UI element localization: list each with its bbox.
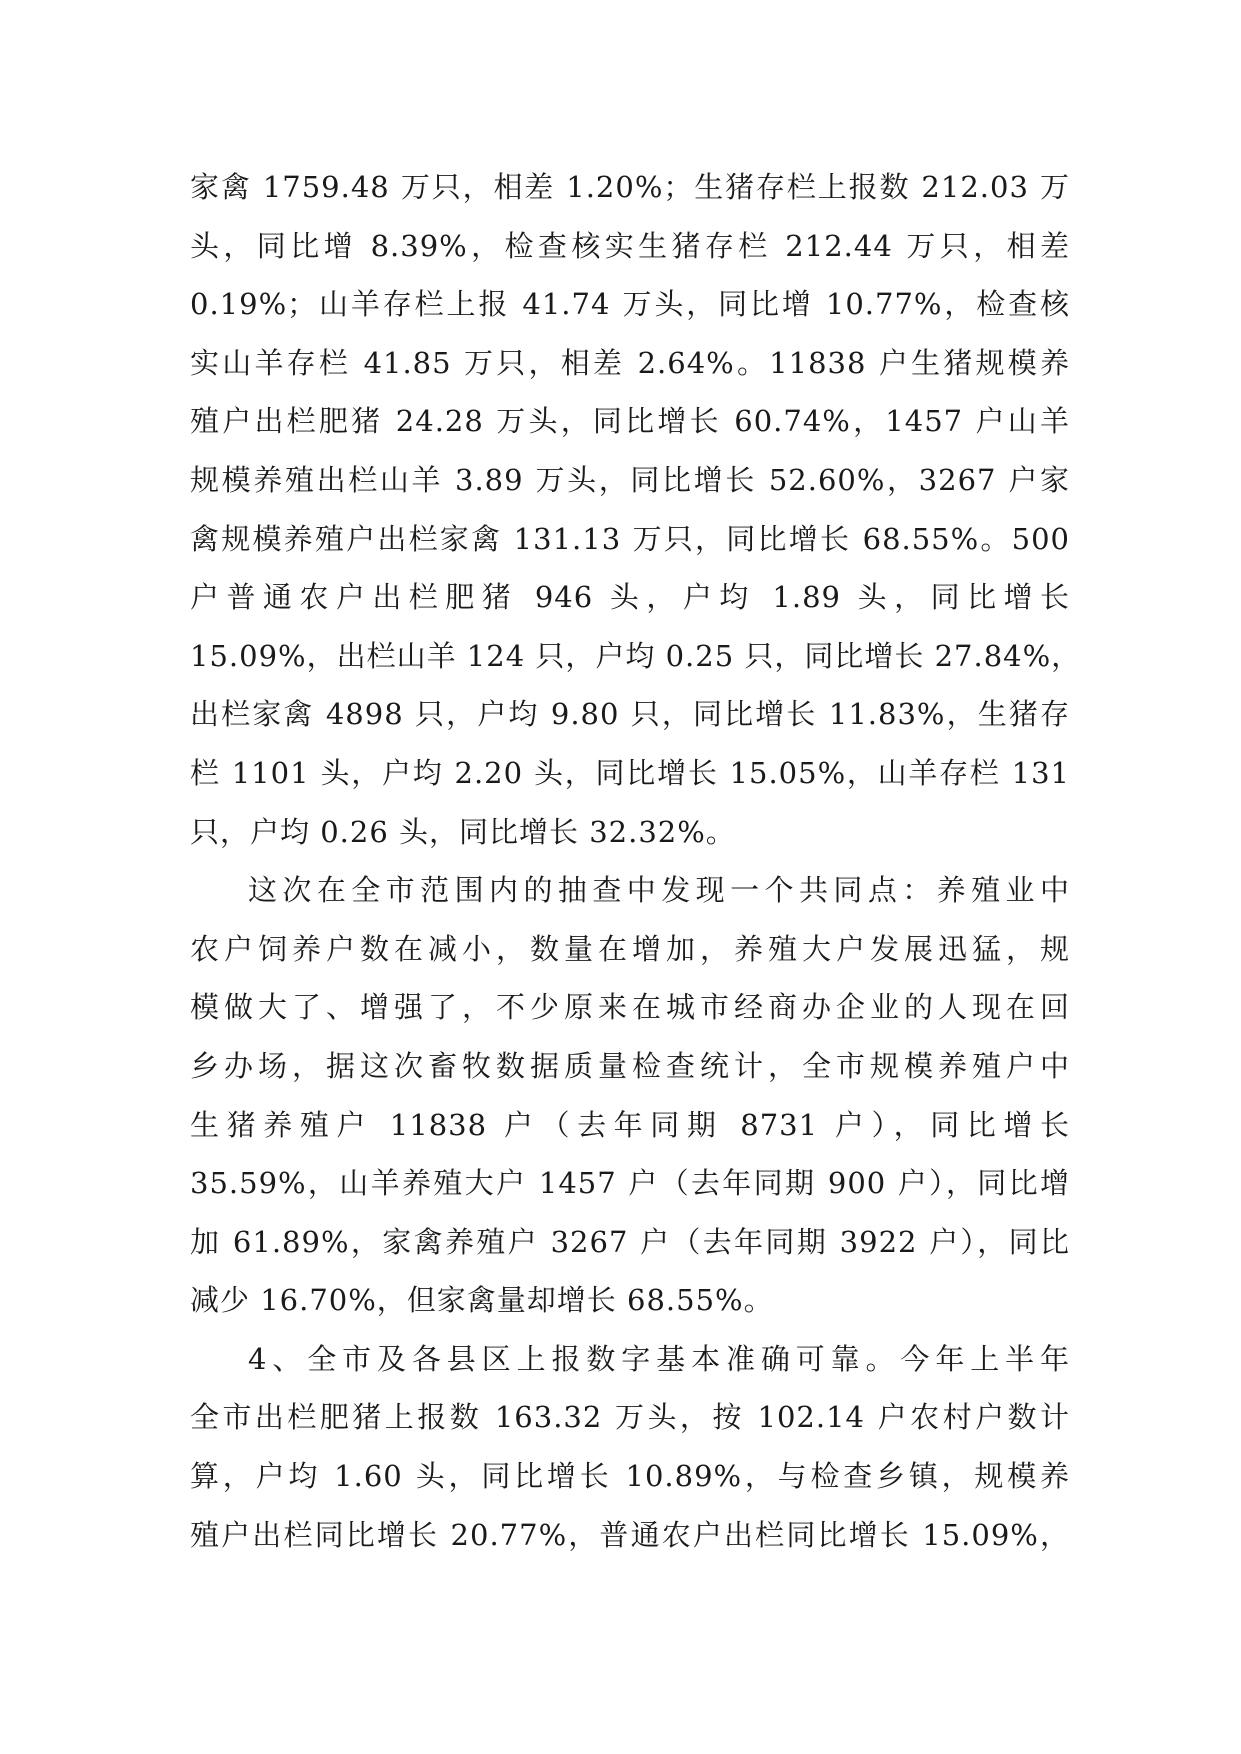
text-line: 规模养殖出栏山羊 3.89 万头，同比增长 52.60%，3267 户家 <box>190 462 1070 497</box>
text-line: 栏 1101 头，户均 2.20 头，同比增长 15.05%，山羊存栏 131 <box>190 755 1070 790</box>
text-line: 算，户均 1.60 头，同比增长 10.89%，与检查乡镇，规模养 <box>190 1459 1070 1494</box>
text-line: 头，同比增 8.39%，检查核实生猪存栏 212.44 万只，相差 <box>190 228 1070 263</box>
text-line: 殖户出栏肥猪 24.28 万头，同比增长 60.74%，1457 户山羊 <box>190 404 1070 439</box>
text-line: 模做大了、增强了，不少原来在城市经商办企业的人现在回 <box>190 990 1070 1025</box>
text-line: 减少 16.70%，但家禽量却增长 68.55%。 <box>190 1283 774 1318</box>
text-line: 农户饲养户数在减小，数量在增加，养殖大户发展迅猛，规 <box>190 931 1070 966</box>
paragraph-first-line: 这次在全市范围内的抽查中发现一个共同点：养殖业中 <box>248 873 1070 908</box>
document-body <box>190 158 1082 1564</box>
text-line: 实山羊存栏 41.85 万只，相差 2.64%。11838 户生猪规模养 <box>190 345 1070 380</box>
text-line: 殖户出栏同比增长 20.77%，普通农户出栏同比增长 15.09%， <box>190 1517 1070 1552</box>
text-line: 只，户均 0.26 头，同比增长 32.32%。 <box>190 814 736 849</box>
text-line: 生猪养殖户 11838 户（去年同期 8731 户），同比增长 <box>190 1107 1070 1142</box>
text-line: 加 61.89%，家禽养殖户 3267 户（去年同期 3922 户），同比 <box>190 1224 1070 1259</box>
text-line: 15.09%，出栏山羊 124 只，户均 0.25 只，同比增长 27.84%， <box>190 638 1082 673</box>
text-line: 户普通农户出栏肥猪 946 头，户均 1.89 头，同比增长 <box>190 580 1070 615</box>
text-line: 0.19%；山羊存栏上报 41.74 万头，同比增 10.77%，检查核 <box>190 287 1070 322</box>
text-line: 35.59%，山羊养殖大户 1457 户（去年同期 900 户），同比增 <box>190 1166 1070 1201</box>
text-line: 全市出栏肥猪上报数 163.32 万头，按 102.14 户农村户数计 <box>190 1400 1070 1435</box>
text-line: 出栏家禽 4898 只，户均 9.80 只，同比增长 11.83%，生猪存 <box>190 697 1070 732</box>
text-line: 乡办场，据这次畜牧数据质量检查统计，全市规模养殖户中 <box>190 1048 1070 1083</box>
paragraph-first-line: 4、全市及各县区上报数字基本准确可靠。今年上半年 <box>248 1341 1070 1376</box>
text-line: 家禽 1759.48 万只，相差 1.20%；生猪存栏上报数 212.03 万 <box>190 170 1070 204</box>
text-line: 禽规模养殖户出栏家禽 131.13 万只，同比增长 68.55%。500 <box>190 521 1070 556</box>
